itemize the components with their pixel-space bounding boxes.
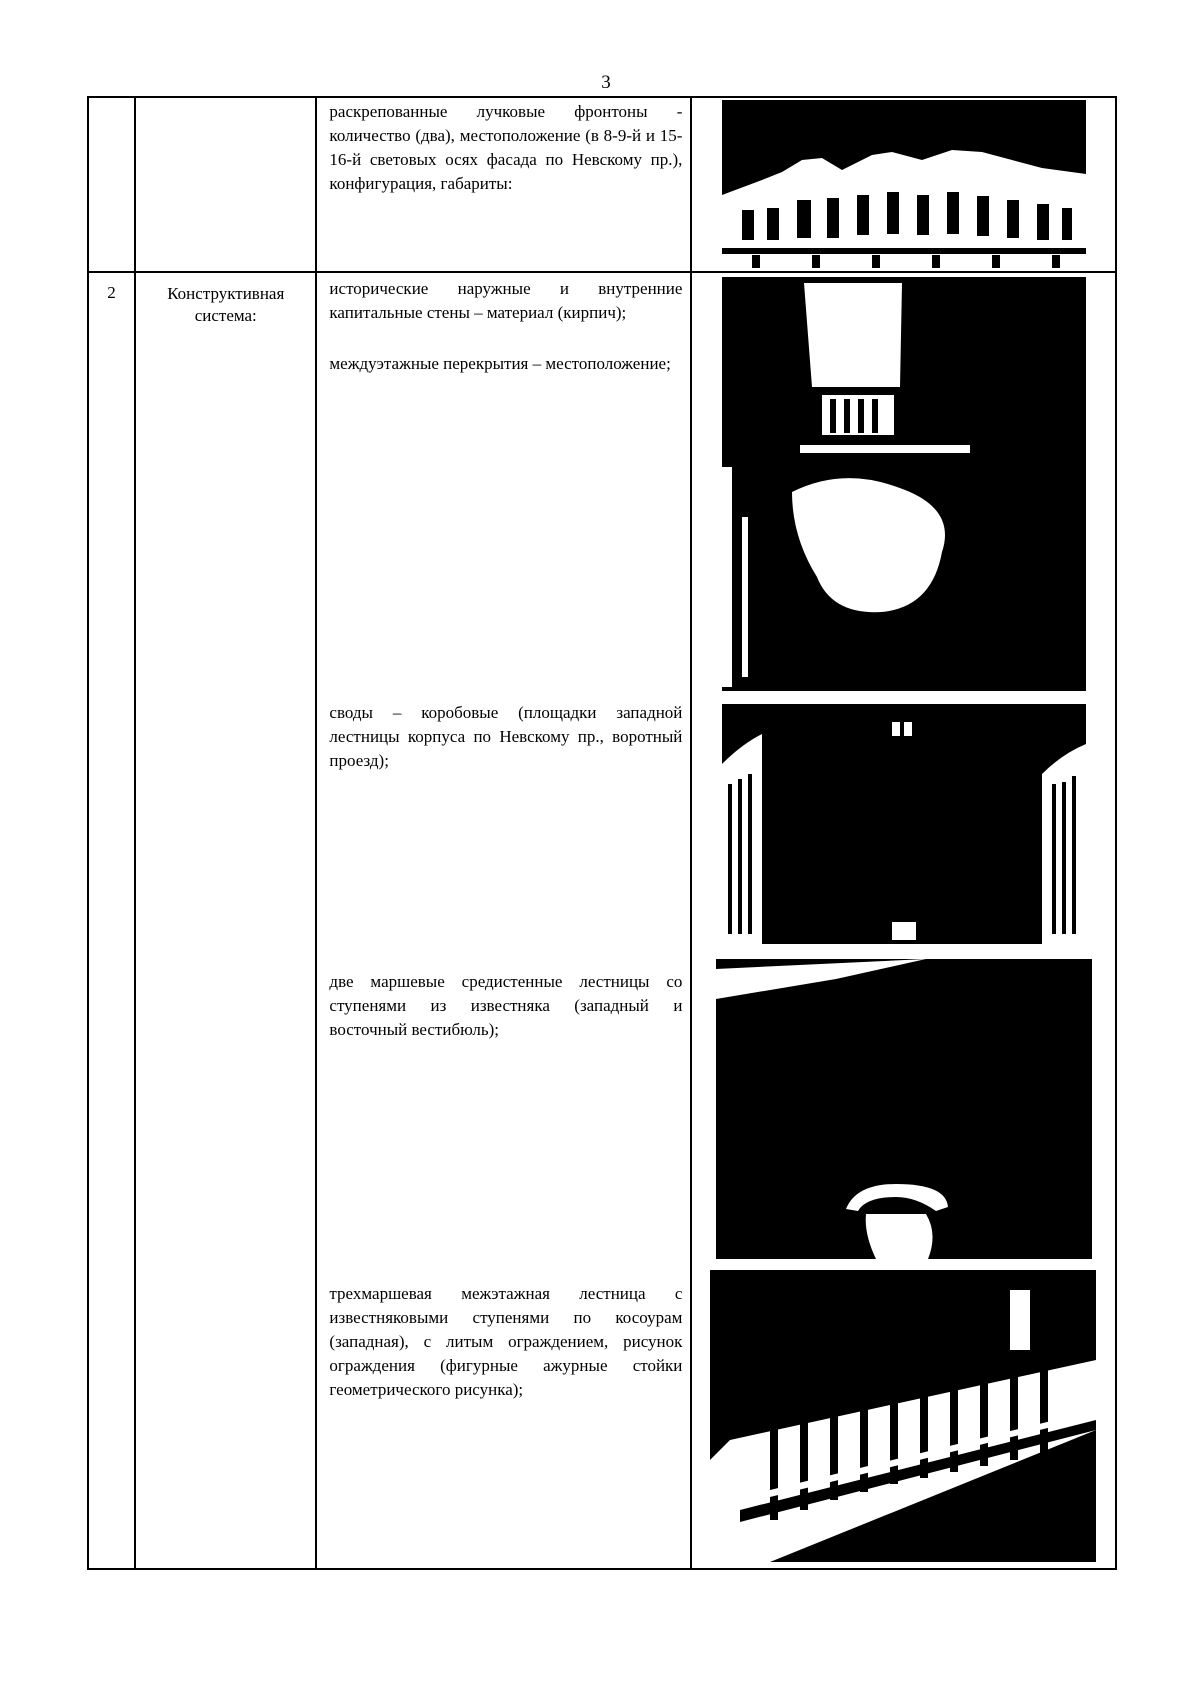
stairwell-photo (722, 277, 1086, 691)
table-row (88, 97, 1116, 272)
balustrade-stair-photo (710, 1270, 1096, 1562)
vestibule-stair-photo (716, 959, 1092, 1259)
vault-photo (722, 704, 1086, 944)
item-walls: исторические наружные и внутренние капитальные стены – материал (кирпич); (329, 279, 683, 323)
table-row (88, 272, 1116, 1569)
row-photos (691, 272, 1116, 1569)
characteristics-table (87, 96, 1117, 1570)
page-number: 3 (601, 72, 611, 93)
row-number: 2 (88, 272, 135, 1569)
row-number (88, 97, 135, 272)
facade-photo (722, 100, 1086, 268)
row-photos (691, 97, 1116, 272)
item-two-flight-stairs: две маршевые средистенные лестницы со ступенями из известняка (западный и восточный вестибюль); (329, 972, 683, 1040)
row-description (316, 97, 691, 272)
item-pediments: раскрепованные лучковые фронтоны - количество (два), местоположение (в 8-9-й и 15-16-й световых осях фасада по Невскому пр.), конфигурация, габариты: (329, 102, 683, 193)
item-vaults: своды – коробовые (площадки западной лестницы корпуса по Невскому пр., воротный проезд); (329, 703, 683, 771)
item-three-flight-stair: трехмаршевая межэтажная лестница с известняковыми ступенями по косоурам (западная), с литым ограждением, рисунок ограждения (фигурные ажурные стойки геометрического рисунка); (329, 1284, 683, 1400)
item-floors: междуэтажные перекрытия – местоположение; (329, 354, 671, 374)
row-name: Конструктивная система: (135, 272, 316, 1569)
row-description (316, 272, 691, 1569)
row-name (135, 97, 316, 272)
